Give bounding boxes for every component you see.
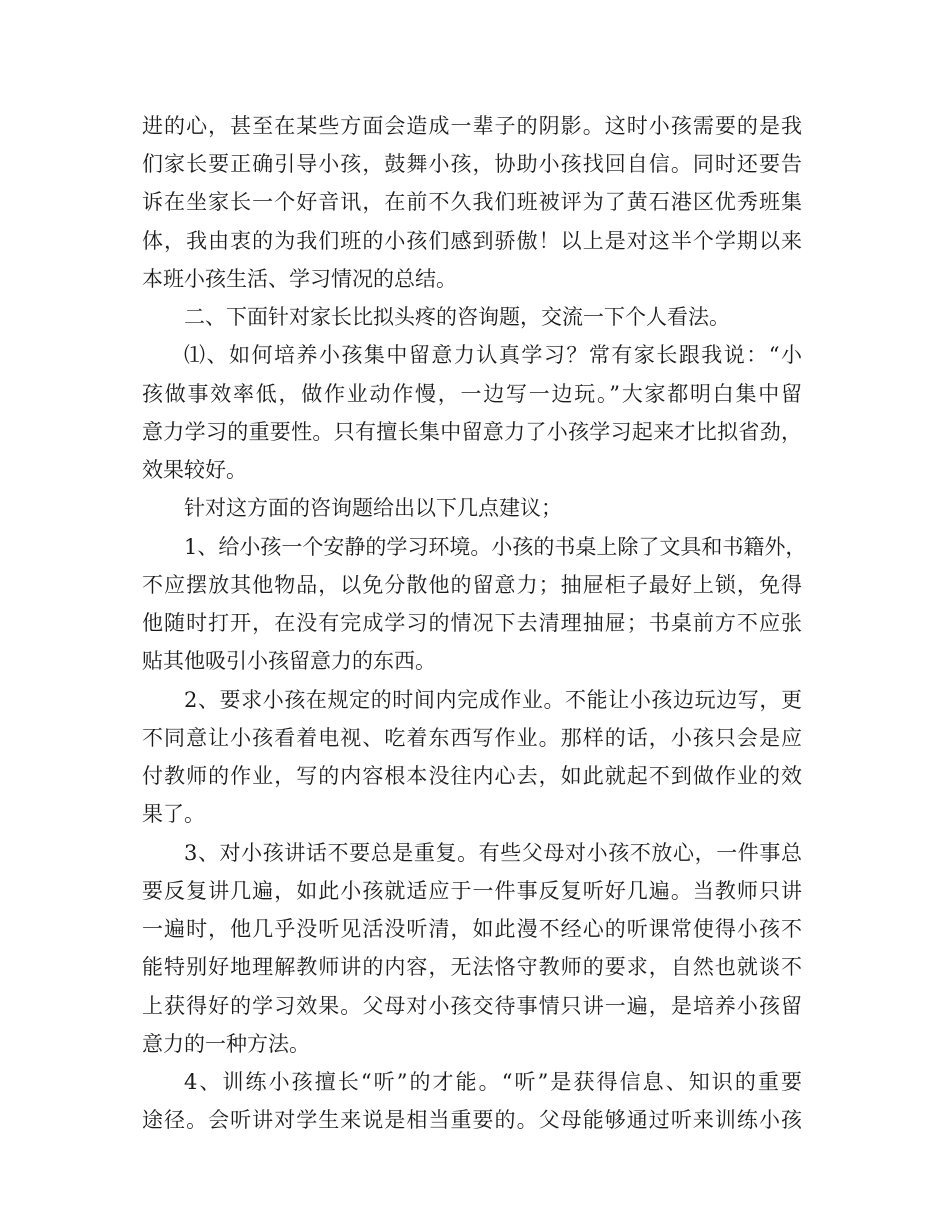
text-line: 3、对小孩讲话不要总是重复。有些父母对小孩不放心，一件事总 — [184, 841, 802, 865]
text-line: 意力的一种方法。 — [142, 1032, 310, 1056]
text-line: 不同意让小孩看着电视、吃着东西写作业。那样的话，小孩只会是应 — [142, 726, 802, 750]
text-line: 效果较好。 — [142, 458, 247, 482]
text-line: 2、要求小孩在规定的时间内完成作业。不能让小孩边玩边写，更 — [184, 688, 802, 712]
text-line: 们家长要正确引导小孩，鼓舞小孩，协助小孩找回自信。同时还要告 — [142, 152, 802, 176]
section-heading: 二、下面针对家长比拟头疼的咨询题，交流一下个人看法。 — [184, 305, 730, 329]
text-line: 能特别好地理解教师讲的内容，无法恪守教师的要求，自然也就谈不 — [142, 955, 802, 979]
text-line: 付教师的作业，写的内容根本没往内心去，如此就起不到做作业的效 — [142, 764, 802, 788]
text-line: 他随时打开，在没有完成学习的情况下去清理抽屉；书桌前方不应张 — [142, 611, 802, 635]
text-line: 诉在坐家长一个好音讯，在前不久我们班被评为了黄石港区优秀班集 — [142, 190, 802, 214]
text-line: 果了。 — [142, 802, 205, 826]
text-line: 一遍时，他几乎没听见活没听清，如此漫不经心的听课常使得小孩不 — [142, 917, 802, 941]
text-line: 途径。会听讲对学生来说是相当重要的。父母能够通过听来训练小孩 — [142, 1108, 802, 1132]
text-line: 体，我由衷的为我们班的小孩们感到骄傲！以上是对这半个学期以来 — [142, 229, 802, 253]
text-line: 意力学习的重要性。只有擅长集中留意力了小孩学习起来才比拟省劲， — [142, 420, 802, 444]
text-line: 针对这方面的咨询题给出以下几点建议； — [184, 496, 562, 520]
text-line: 1、给小孩一个安静的学习环境。小孩的书桌上除了文具和书籍外， — [184, 535, 807, 559]
text-line: 本班小孩生活、学习情况的总结。 — [142, 267, 457, 291]
text-line: 上获得好的学习效果。父母对小孩交待事情只讲一遍，是培养小孩留 — [142, 994, 802, 1018]
text-line: 4、训练小孩擅长“听”的才能。“听”是获得信息、知识的重要 — [184, 1070, 802, 1094]
text-line: ⑴、如何培养小孩集中留意力认真学习？常有家长跟我说：“小 — [184, 343, 802, 367]
text-line: 要反复讲几遍，如此小孩就适应于一件事反复听好几遍。当教师只讲 — [142, 879, 802, 903]
text-line: 进的心，甚至在某些方面会造成一辈子的阴影。这时小孩需要的是我 — [142, 114, 802, 138]
text-line: 贴其他吸引小孩留意力的东西。 — [142, 649, 436, 673]
text-line: 孩做事效率低，做作业动作慢，一边写一边玩。”大家都明白集中留 — [142, 382, 802, 406]
text-line: 不应摆放其他物品，以免分散他的留意力；抽屉柜子最好上锁，免得 — [142, 573, 802, 597]
